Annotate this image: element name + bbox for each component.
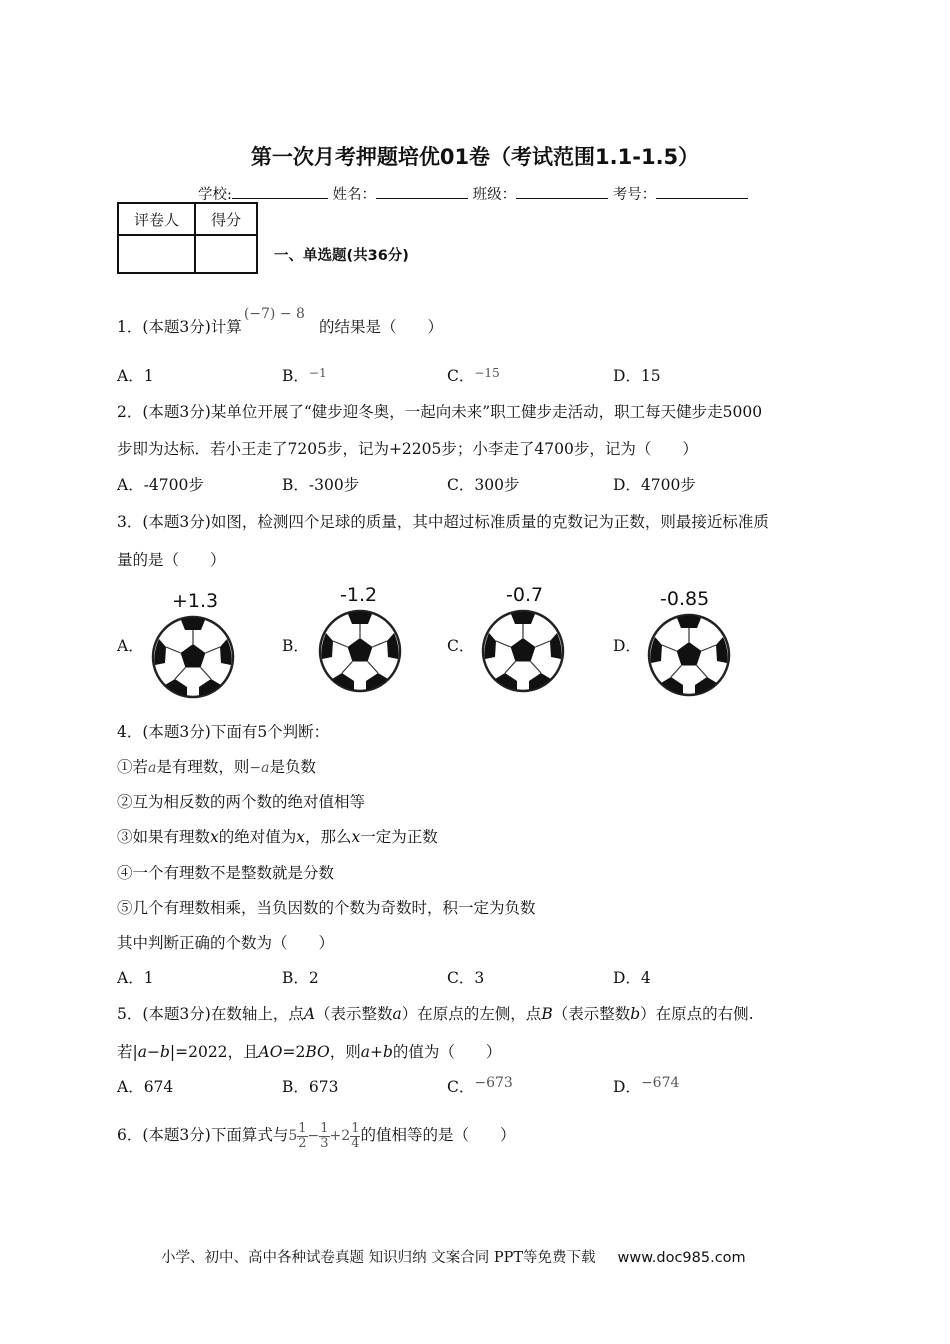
q1-option-c-math: −15 [474, 366, 500, 380]
q5-var-a: a [392, 1005, 402, 1023]
score-cell[interactable] [195, 235, 257, 273]
q6-den-2: 3 [320, 1135, 329, 1151]
q4-s1-text-3: 是负数 [269, 758, 316, 776]
section-heading: 一、单选题(共36分) [274, 248, 409, 264]
q4-s3-x1: x [210, 828, 219, 846]
q4-s3-text-2: 的绝对值为 [218, 828, 297, 846]
q5-text-2: （表示整数 [315, 1005, 393, 1023]
q5-option-c-math: −673 [474, 1075, 513, 1091]
footer [161, 1246, 746, 1267]
q4-s3-text-4: 一定为正数 [360, 828, 438, 846]
q6-num-3: 1 [351, 1120, 360, 1136]
q6-fraction-1 [297, 1122, 307, 1151]
q1-expression: (−7) − 8 [243, 306, 305, 322]
soccer-ball-c-icon [480, 608, 566, 694]
q4-stem: 4．(本题3分)下面有5个判断： [117, 723, 330, 741]
ball-d-label: -0.85 [660, 588, 710, 610]
q1-stem-end: 的结果是（ ） [318, 318, 443, 336]
q5-var-b: b [630, 1005, 641, 1023]
q6-minus: − [307, 1128, 320, 1144]
q5-text: 5．(本题3分)在数轴上，点 [117, 1005, 304, 1023]
q5-point-a: A [303, 1005, 316, 1023]
number-blank[interactable] [656, 184, 748, 199]
q2-option-d[interactable]: D．4700步 [613, 476, 696, 494]
name-blank[interactable] [376, 184, 468, 199]
q4-s1-neg: −a [249, 760, 270, 776]
question-1 [117, 306, 443, 338]
q3-option-d[interactable]: D． [613, 637, 641, 655]
q4-s3-text: ③如果有理数 [117, 828, 211, 846]
q1-option-b-label: B． [282, 367, 309, 385]
q4-s3-x2: x [296, 828, 306, 846]
q1-option-a[interactable]: A．1 [117, 367, 154, 385]
q5-text-3: ）在原点的左侧，点 [401, 1005, 542, 1023]
q2-option-a[interactable]: A．-4700步 [117, 476, 204, 494]
q4-s3-x3: x [351, 828, 361, 846]
q1-stem: 1．(本题3分)计算 [117, 318, 242, 336]
q6-plus: + [329, 1128, 342, 1144]
footer-text: 小学、初中、高中各种试卷真题 知识归纳 文案合同 PPT等免费下载 [161, 1250, 596, 1266]
q6-stem-end: 的值相等的是（ ） [360, 1126, 516, 1144]
q4-statement-5: ⑤几个有理数相乘，当负因数的个数为奇数时，积一定为负数 [117, 899, 536, 917]
q6-num-2: 1 [320, 1120, 329, 1136]
q5-option-b[interactable]: B．673 [282, 1078, 339, 1096]
q5-text-5: ）在原点的右侧. [640, 1005, 754, 1023]
q5-option-d-math: −674 [640, 1075, 680, 1091]
q5-line-1 [117, 1004, 754, 1024]
q5-l2-text-3: =2 [282, 1043, 306, 1061]
student-info-line [198, 183, 748, 204]
q4-statement-1 [117, 757, 316, 778]
q3-line-1: 3．(本题3分)如图，检测四个足球的质量，其中超过标准质量的克数记为正数，则最接近标准质 [117, 513, 769, 531]
q6-num-1: 1 [298, 1120, 307, 1136]
q1-option-d[interactable]: D．15 [613, 367, 661, 385]
q1-option-c[interactable] [447, 366, 500, 387]
q5-l2-sum: a+b [360, 1043, 393, 1061]
soccer-ball-a-icon [150, 614, 236, 700]
q3-option-b[interactable]: B． [282, 637, 309, 655]
q1-option-b[interactable] [282, 366, 327, 387]
q5-l2-text-4: ，则 [329, 1043, 361, 1061]
q5-option-a[interactable]: A．674 [117, 1078, 174, 1096]
q5-l2-text-2: |=2022，且 [169, 1043, 259, 1061]
q4-s1-text-2: 是有理数，则 [156, 758, 250, 776]
ball-b-label: -1.2 [340, 584, 378, 606]
ball-c-label: -0.7 [506, 584, 544, 606]
school-blank[interactable] [232, 184, 328, 199]
q2-line-1: 2．(本题3分)某单位开展了“健步迎冬奥，一起向未来”职工健步走活动，职工每天健步走5000 [117, 403, 763, 421]
class-blank[interactable] [516, 184, 608, 199]
question-6 [117, 1113, 516, 1158]
grader-header: 评卷人 [118, 203, 195, 235]
footer-link[interactable]: www.doc985.com [617, 1250, 746, 1266]
q5-option-d-label: D． [613, 1078, 641, 1096]
soccer-ball-b-icon [317, 608, 403, 694]
q5-option-c-label: C． [447, 1078, 475, 1096]
q4-option-d[interactable]: D．4 [613, 969, 651, 987]
score-header: 得分 [195, 203, 257, 235]
q4-option-a[interactable]: A．1 [117, 969, 154, 987]
q1-option-c-label: C． [447, 367, 475, 385]
q6-fraction-2 [319, 1122, 329, 1151]
q3-line-2: 量的是（ ） [117, 551, 226, 569]
q6-den-1: 2 [298, 1135, 307, 1151]
q6-whole-3: 2 [341, 1128, 351, 1144]
q2-line-2: 步即为达标．若小王走了7205步，记为+2205步；小李走了4700步，记为（ ） [117, 440, 698, 458]
page-title: 第一次月考押题培优01卷（考试范围1.1-1.5） [250, 145, 700, 169]
name-label: 姓名： [332, 187, 376, 203]
q4-statement-4: ④一个有理数不是整数就是分数 [117, 864, 335, 882]
number-label: 考号： [612, 187, 657, 203]
q5-text-4: （表示整数 [552, 1005, 631, 1023]
class-label: 班级： [472, 187, 517, 203]
q6-fraction-3 [350, 1122, 360, 1151]
q6-stem: 6．(本题3分)下面算式与 [117, 1126, 289, 1144]
q3-option-a[interactable]: A． [117, 637, 144, 655]
q4-statement-2: ②互为相反数的两个数的绝对值相等 [117, 793, 366, 811]
q6-whole-1: 5 [288, 1128, 298, 1144]
score-table [117, 202, 258, 274]
q3-option-c[interactable]: C． [447, 637, 475, 655]
q5-option-c[interactable] [447, 1077, 513, 1098]
q4-s1-text: ①若 [117, 758, 149, 776]
q5-option-d[interactable] [613, 1077, 679, 1098]
q5-line-2 [117, 1042, 501, 1062]
school-label: 学校: [198, 187, 232, 203]
q2-option-c[interactable]: C．300步 [447, 476, 520, 494]
q5-point-b: B [541, 1005, 553, 1023]
q4-s3-text-3: ，那么 [305, 828, 352, 846]
q4-s1-var: a [148, 760, 157, 776]
q4-statement-3 [117, 827, 438, 847]
q5-l2-text: 若| [117, 1043, 138, 1061]
q5-l2-diff: a−b [137, 1043, 170, 1061]
q2-option-b[interactable]: B．-300步 [282, 476, 360, 494]
q5-l2-bo: BO [305, 1043, 330, 1061]
q5-l2-ao: AO [258, 1043, 283, 1061]
q4-option-c[interactable]: C．3 [447, 969, 485, 987]
q5-l2-text-5: 的值为（ ） [392, 1043, 502, 1061]
q1-option-b-math: −1 [308, 366, 327, 380]
grader-cell[interactable] [118, 235, 195, 273]
q6-den-3: 4 [351, 1135, 360, 1151]
ball-a-label: +1.3 [172, 590, 219, 612]
q4-option-b[interactable]: B．2 [282, 969, 319, 987]
q4-question: 其中判断正确的个数为（ ） [117, 934, 335, 952]
soccer-ball-d-icon [646, 612, 732, 698]
